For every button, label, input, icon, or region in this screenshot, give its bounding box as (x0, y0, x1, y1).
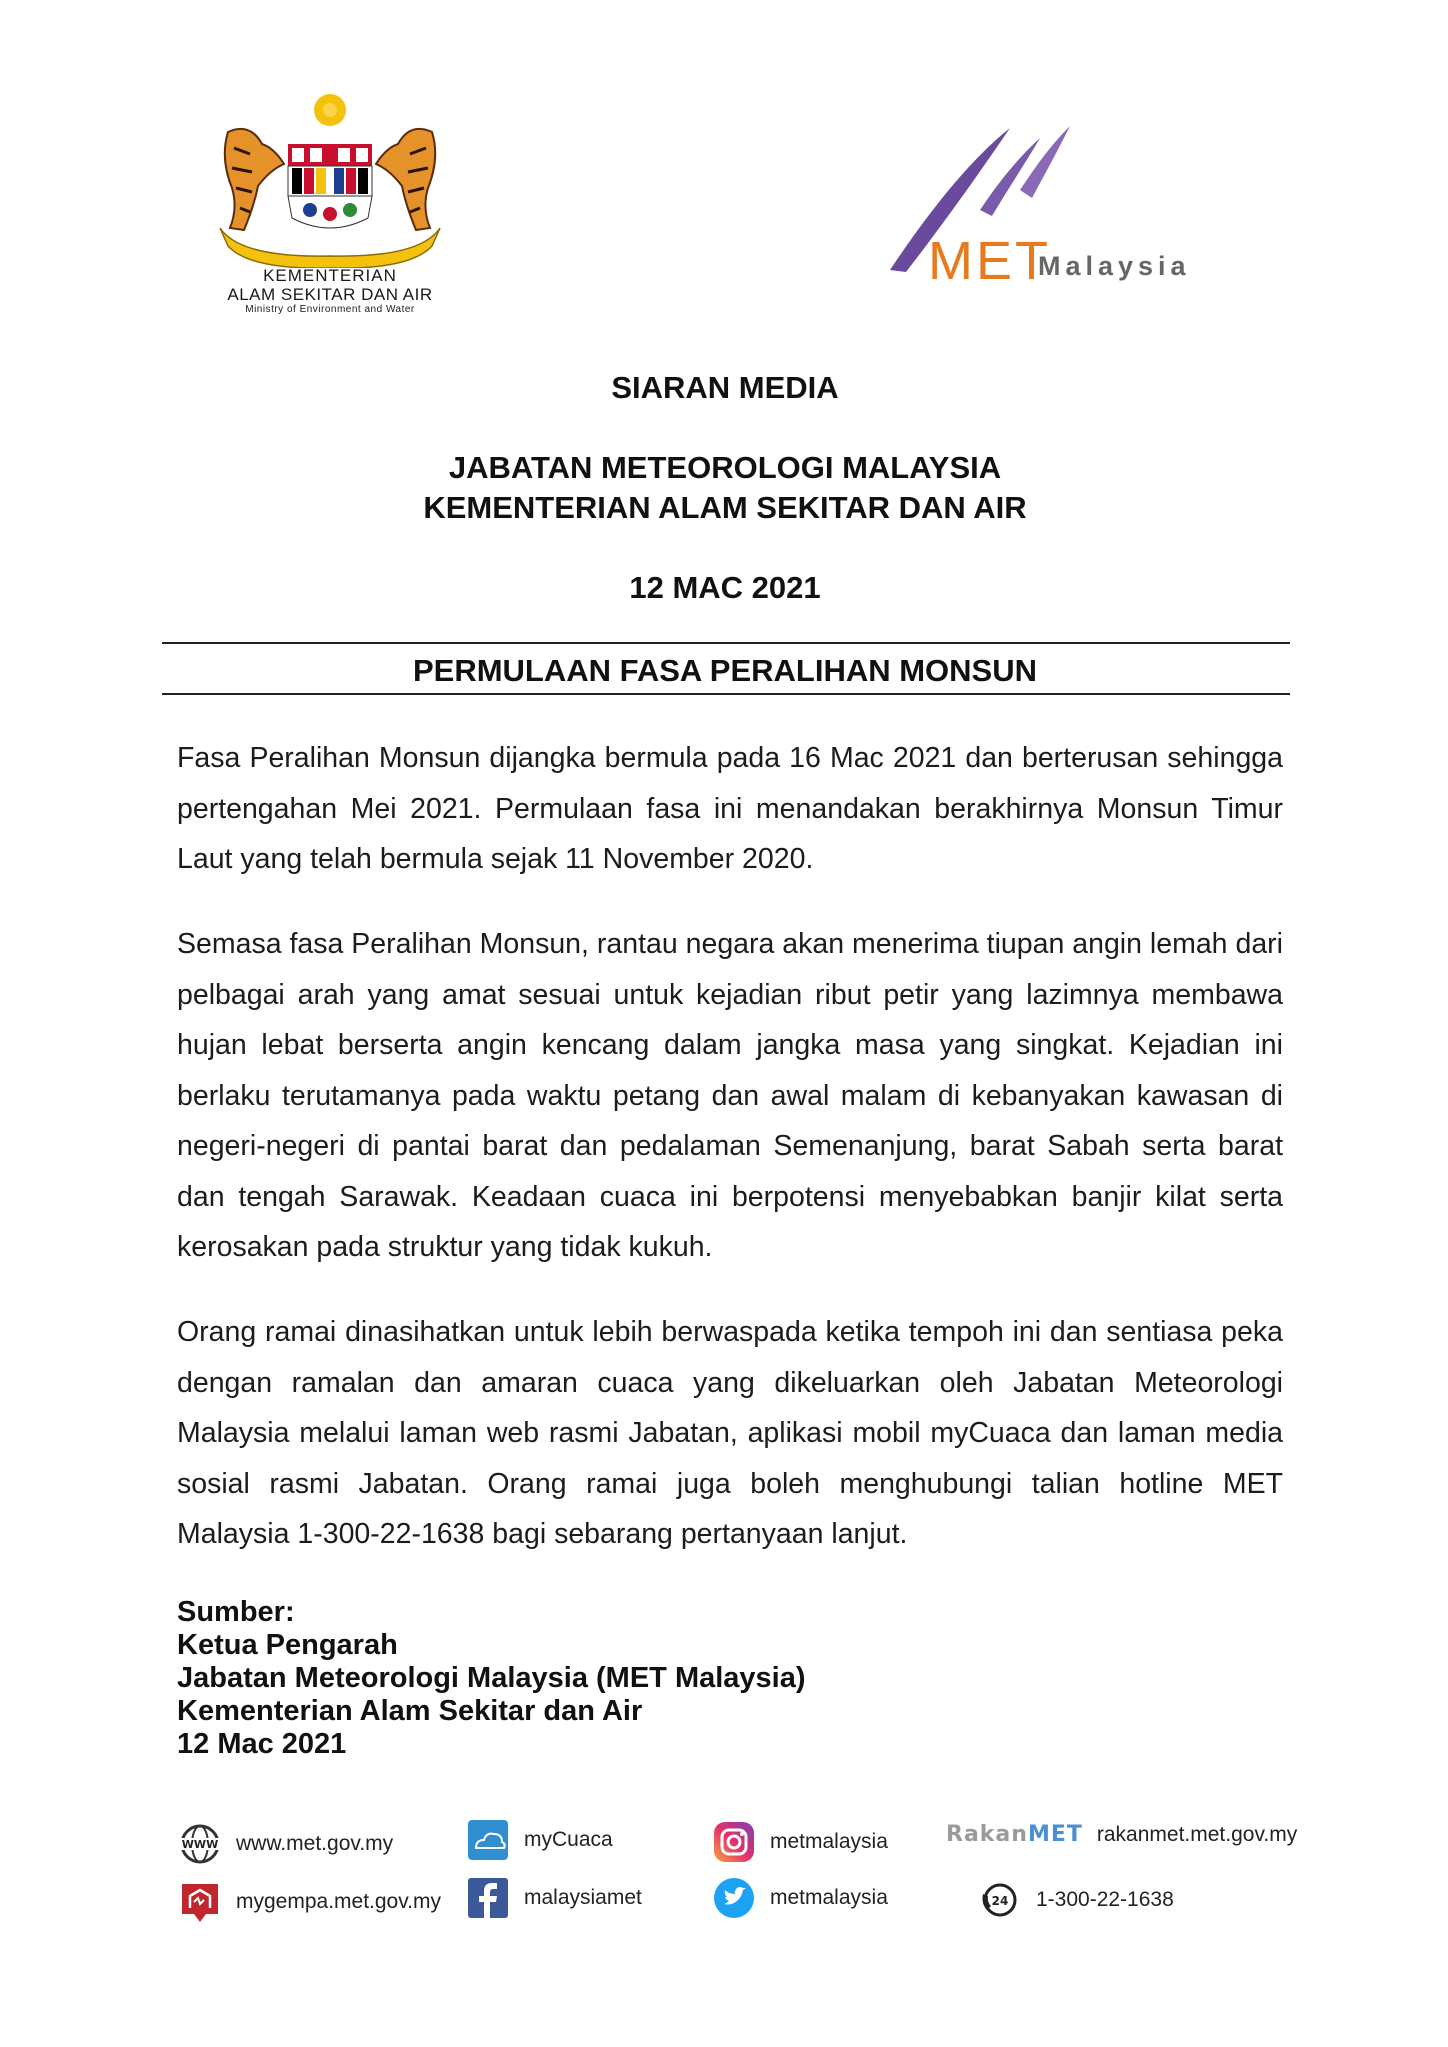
rakanmet-logo: RakanMET (946, 1822, 1083, 1847)
headline-bottom-rule (162, 693, 1290, 695)
rakanmet-link[interactable]: rakanmet.met.gov.my (1096, 1822, 1298, 1846)
mygempa-link[interactable]: mygempa.met.gov.my (236, 1890, 442, 1913)
footer-instagram[interactable] (712, 1820, 888, 1864)
org-name-line1: JABATAN METEOROLOGI MALAYSIA (448, 450, 1002, 485)
hotline-number[interactable]: 1-300-22-1638 (1036, 1888, 1174, 1911)
met-malaysia-logo (870, 120, 1230, 290)
footer-twitter[interactable] (712, 1876, 888, 1920)
svg-text:24: 24 (991, 1894, 1009, 1908)
svg-text:WWW: WWW (181, 1838, 219, 1851)
ministry-name-line2: ALAM SEKITAR DAN AIR (227, 285, 433, 304)
org-name-line2: KEMENTERIAN ALAM SEKITAR DAN AIR (423, 490, 1027, 525)
www-globe-icon (178, 1822, 222, 1866)
instagram-icon (712, 1820, 756, 1864)
body-paragraph-1: Fasa Peralihan Monsun dijangka bermula pada 16 Mac 2021 dan berterusan sehingga pertengahan Mei 2021. Permulaan fasa ini menandakan berakhirnya Monsun Timur Laut yang telah bermula sejak 11 November 2020. (177, 742, 1283, 875)
headline-top-rule (162, 642, 1290, 644)
mycuaca-app-icon (466, 1818, 510, 1862)
instagram-handle[interactable]: metmalaysia (770, 1830, 888, 1853)
source-line4: 12 Mac 2021 (177, 1728, 347, 1760)
source-line3: Kementerian Alam Sekitar dan Air (177, 1695, 643, 1727)
footer-rakanmet[interactable] (946, 1822, 1297, 1847)
footer-mygempa[interactable] (178, 1880, 441, 1924)
body-paragraph-3: Orang ramai dinasihatkan untuk lebih berwaspada ketika tempoh ini dan sentiasa peka dengan ramalan dan amaran cuaca yang dikeluarkan oleh Jabatan Meteorologi Malaysia melalui laman web rasmi Jabatan, aplikasi mobil myCuaca dan laman media sosial rasmi Jabatan. Orang ramai juga boleh menghubungi talian hotline MET Malaysia 1-300-22-1638 bagi sebarang pertanyaan lanjut. (177, 1316, 1283, 1550)
footer-hotline[interactable] (978, 1878, 1174, 1922)
headline: PERMULAAN FASA PERALIHAN MONSUN (412, 653, 1038, 688)
source-line1: Ketua Pengarah (177, 1629, 398, 1661)
website-link[interactable]: www.met.gov.my (236, 1832, 394, 1855)
release-date: 12 MAC 2021 (629, 570, 821, 605)
ministry-name-english: Ministry of Environment and Water (245, 304, 415, 315)
met-wordmark: MET (928, 231, 1051, 291)
body-paragraph-2: Semasa fasa Peralihan Monsun, rantau negara akan menerima tiupan angin lemah dari pelbagai arah yang amat sesuai untuk kejadian ribut petir yang lazimnya membawa hujan lebat berserta angin kencang dalam jangka masa yang singkat. Kejadian ini berlaku terutamanya pada waktu petang dan awal malam di kebanyakan kawasan di negeri-negeri di pantai barat dan pedalaman Semenanjung, barat Sabah serta barat dan tengah Sarawak. Keadaan cuaca ini berpotensi menyebabkan banjir kilat serta kerosakan pada struktur yang tidak kukuh. (177, 928, 1283, 1263)
footer-website[interactable] (178, 1822, 393, 1866)
source-line2: Jabatan Meteorologi Malaysia (MET Malaysia) (177, 1662, 806, 1694)
source-block (177, 1596, 806, 1761)
ministry-logo (210, 88, 450, 318)
met-wordmark-malaysia: Malaysia (1038, 251, 1191, 281)
twitter-icon (712, 1876, 756, 1920)
footer-facebook[interactable] (466, 1876, 642, 1920)
coat-of-arms-icon (210, 88, 450, 268)
twitter-handle[interactable]: metmalaysia (770, 1886, 888, 1909)
mygempa-icon (178, 1880, 222, 1924)
hotline-24-icon (978, 1878, 1022, 1922)
mycuaca-label[interactable]: myCuaca (524, 1828, 613, 1851)
facebook-icon (466, 1876, 510, 1920)
footer-mycuaca[interactable] (466, 1818, 613, 1862)
ministry-name-line1: KEMENTERIAN (263, 266, 397, 285)
document-label: SIARAN MEDIA (611, 370, 839, 405)
facebook-handle[interactable]: malaysiamet (524, 1886, 642, 1909)
source-label: Sumber: (177, 1596, 295, 1628)
